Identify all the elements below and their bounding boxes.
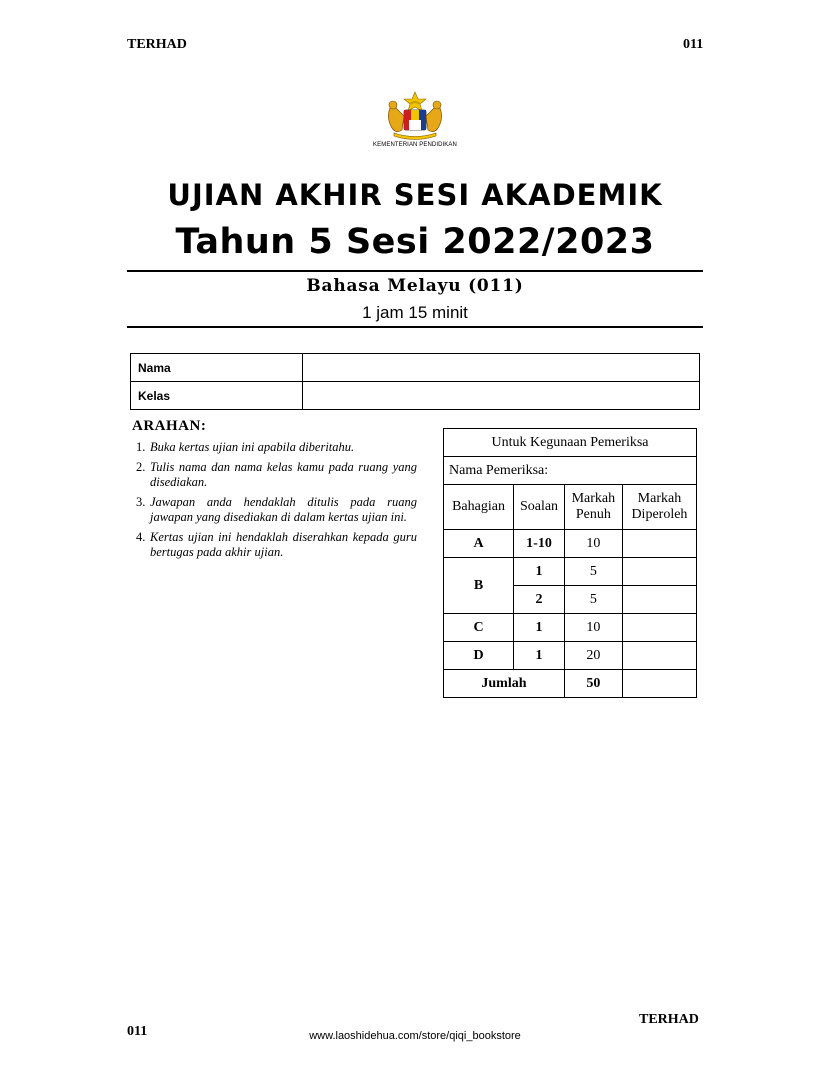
subject-title: Bahasa Melayu (011): [306, 276, 524, 296]
table-row: [444, 614, 697, 642]
footer-url: www.laoshidehua.com/store/qiqi_bookstore: [309, 1030, 521, 1042]
section-cell: D: [444, 642, 514, 670]
obtained-marks-cell[interactable]: [622, 530, 696, 558]
exam-duration: 1 jam 15 minit: [362, 303, 468, 322]
examiner-table-title: Untuk Kegunaan Pemeriksa: [444, 429, 697, 457]
divider-top: [127, 270, 703, 272]
footer-paper-code: 011: [127, 1024, 148, 1039]
coat-of-arms-icon: [382, 90, 448, 140]
full-marks-cell: 5: [564, 558, 622, 586]
header-classification: TERHAD: [127, 37, 187, 52]
class-label: Kelas: [131, 382, 303, 410]
table-row: [444, 642, 697, 670]
instruction-item: 3. Jawapan anda hendaklah ditulis pada ruang jawapan yang disediakan di dalam kertas ujian ini.: [136, 495, 417, 524]
exam-year-session: Tahun 5 Sesi 2022/2023: [175, 222, 655, 262]
divider-bottom: [127, 326, 703, 328]
total-obtained-marks[interactable]: [622, 670, 696, 698]
name-row: [131, 354, 700, 382]
question-cell: 1-10: [514, 530, 565, 558]
table-header-row: [444, 485, 697, 530]
total-full-marks: 50: [564, 670, 622, 698]
instructions-heading: ARAHAN:: [132, 418, 207, 434]
section-cell: C: [444, 614, 514, 642]
instruction-item: 1. Buka kertas ujian ini apabila diberitahu.: [136, 440, 355, 454]
col-header-obtained-marks: Markah Diperoleh: [622, 485, 696, 530]
examiner-name-field[interactable]: Nama Pemeriksa:: [444, 457, 697, 485]
name-label: Nama: [131, 354, 303, 382]
ministry-logo: [365, 90, 465, 148]
question-cell: 1: [514, 642, 565, 670]
obtained-marks-cell[interactable]: [622, 614, 696, 642]
obtained-marks-cell[interactable]: [622, 586, 696, 614]
total-row: [444, 670, 697, 698]
class-field[interactable]: [303, 382, 700, 410]
full-marks-cell: 10: [564, 530, 622, 558]
table-row: [444, 558, 697, 586]
full-marks-cell: 10: [564, 614, 622, 642]
instruction-item: 4. Kertas ujian ini hendaklah diserahkan kepada guru bertugas pada akhir ujian.: [136, 530, 417, 559]
obtained-marks-cell[interactable]: [622, 558, 696, 586]
col-header-question: Soalan: [514, 485, 565, 530]
footer-classification: TERHAD: [639, 1012, 699, 1027]
full-marks-cell: 20: [564, 642, 622, 670]
question-cell: 2: [514, 586, 565, 614]
exam-title: UJIAN AKHIR SESI AKADEMIK: [167, 178, 663, 212]
col-header-full-marks: Markah Penuh: [564, 485, 622, 530]
instructions-list: [132, 440, 417, 565]
question-cell: 1: [514, 558, 565, 586]
col-header-section: Bahagian: [444, 485, 514, 530]
logo-caption: KEMENTERIAN PENDIDIKAN: [373, 142, 457, 148]
name-field[interactable]: [303, 354, 700, 382]
header-paper-code: 011: [683, 37, 704, 52]
total-label: Jumlah: [444, 670, 565, 698]
section-cell: A: [444, 530, 514, 558]
section-cell: B: [444, 558, 514, 614]
class-row: [131, 382, 700, 410]
table-row: [444, 530, 697, 558]
examiner-marks-table: [443, 428, 697, 698]
instruction-item: 2. Tulis nama dan nama kelas kamu pada ruang yang disediakan.: [136, 460, 417, 489]
full-marks-cell: 5: [564, 586, 622, 614]
question-cell: 1: [514, 614, 565, 642]
student-identity-table: [130, 353, 700, 410]
obtained-marks-cell[interactable]: [622, 642, 696, 670]
